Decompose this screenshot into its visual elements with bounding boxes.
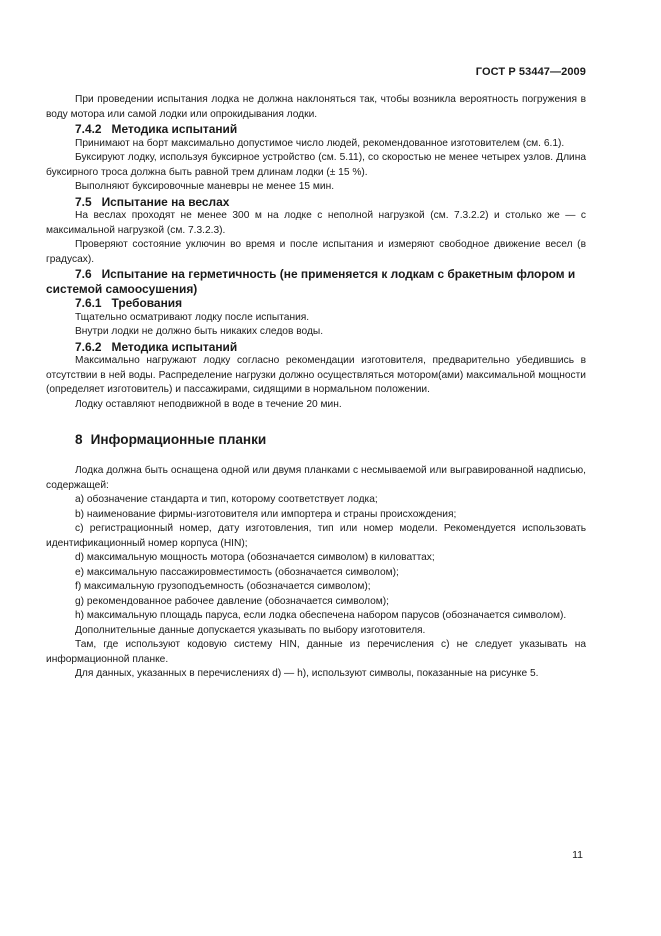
paragraph: f) максимальную грузоподъемность (обозначается символом); (75, 581, 371, 592)
paragraph: e) максимальную пассажировместимость (обозначается символом); (75, 566, 399, 578)
heading-number: 7.4.2 (75, 122, 102, 136)
subsection-heading (46, 122, 586, 137)
document-body (46, 93, 586, 682)
paragraph: Максимально нагружают лодку согласно рекомендации изготовителя, предварительно убедившись в отсутствии в ней воды. Распределение нагрузки должно осуществляться мотором(ами) максимальной мощности (определяет изготовитель) и пассажирами, сидящими в нормальном положении. (46, 355, 586, 395)
paragraph: Лодка должна быть оснащена одной или двумя планками с несмываемой или выгравированной надписью, содержащей: (46, 465, 586, 491)
heading-number: 7.5 (75, 194, 92, 209)
heading-title: Методика испытаний (111, 339, 238, 354)
paragraph: Лодку оставляют неподвижной в воде в течение 20 мин. (75, 398, 342, 410)
section-heading (46, 431, 586, 449)
paragraph: При проведении испытания лодка не должна наклоняться так, чтобы возникла вероятность погружения в воду мотора или самой лодки или опрокидывания лодки. (46, 94, 586, 120)
heading-number: 7.6 (75, 267, 92, 281)
page-number: 11 (572, 849, 583, 861)
paragraph: а) обозначение стандарта и тип, которому соответствует лодка; (75, 494, 378, 505)
subsection-heading (46, 340, 586, 355)
heading-number: 7.6.2 (75, 339, 102, 354)
paragraph: b) наименование фирмы-изготовителя или импортера и страны происхождения; (75, 508, 457, 520)
heading-title: Методика испытаний (111, 122, 238, 136)
paragraph: Проверяют состояние уключин во время и после испытания и измеряют свободное движение весел (в градусах). (46, 239, 586, 265)
heading-title: Испытание на веслах (101, 194, 230, 209)
paragraph: h) максимальную площадь паруса, если лодка обеспечена набором парусов (обозначается символом). (75, 610, 567, 621)
paragraph: На веслах проходят не менее 300 м на лодке с неполной нагрузкой (см. 7.3.2.2) и столько же — с максимальной нагрузкой (см. 7.3.2.3). (46, 210, 586, 236)
paragraph: Там, где используют кодовую систему HIN, данные из перечисления c) не следует указывать на информационной планке. (46, 639, 586, 665)
paragraph: Принимают на борт максимально допустимое число людей, рекомендованное изготовителем (см. 6.1). (75, 137, 565, 149)
heading-title: Требования (111, 296, 183, 310)
paragraph: Выполняют буксировочные маневры не менее 15 мин. (75, 181, 335, 192)
heading-title: Информационные планки (90, 432, 267, 447)
standard-code-header: ГОСТ Р 53447—2009 (475, 66, 586, 78)
paragraph: Буксируют лодку, используя буксирное устройство (см. 5.11), со скоростью не менее четырех узлов. Длина буксирного троса должна быть равной трем длинам лодки (± 15 %). (46, 152, 586, 178)
paragraph: c) регистрационный номер, дату изготовления, тип или номер модели. Рекомендуется использовать идентификационный номер корпуса (HIN); (46, 523, 586, 549)
subsection-heading (46, 296, 586, 311)
paragraph: Для данных, указанных в перечислениях d) — h), используют символы, показанные на рисунке 5. (75, 668, 539, 679)
paragraph: Дополнительные данные допускается указывать по выбору изготовителя. (75, 624, 426, 636)
heading-title: Испытание на герметичность (не применяется к лодкам с бракетным флором и системой самоосушения) (46, 267, 576, 296)
paragraph: d) максимальную мощность мотора (обозначается символом) в киловаттах; (75, 552, 435, 563)
paragraph: Внутри лодки не должно быть никаких следов воды. (75, 326, 324, 337)
subsection-heading (46, 267, 586, 296)
subsection-heading (46, 195, 586, 210)
heading-number: 8 (75, 432, 83, 447)
paragraph: g) рекомендованное рабочее давление (обозначается символом); (75, 595, 389, 607)
heading-number: 7.6.1 (75, 296, 102, 310)
paragraph: Тщательно осматривают лодку после испытания. (75, 311, 310, 323)
